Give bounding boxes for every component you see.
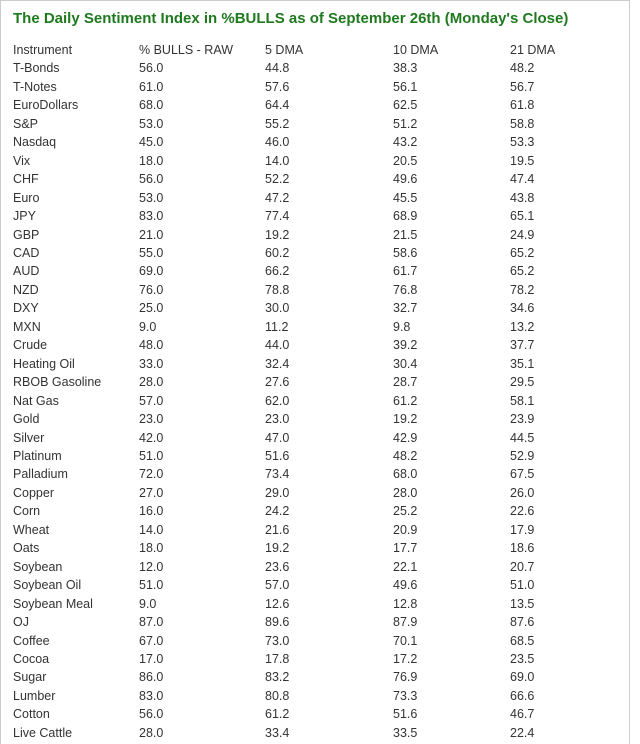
cell-21-dma: 48.2 bbox=[510, 61, 535, 76]
cell-5-dma: 77.4 bbox=[265, 209, 290, 224]
cell-10-dma: 70.1 bbox=[393, 633, 418, 648]
cell-21-dma: 24.9 bbox=[510, 227, 535, 242]
cell-instrument: Cocoa bbox=[13, 651, 50, 666]
cell-instrument: NZD bbox=[13, 282, 39, 297]
table-row bbox=[13, 632, 620, 650]
cell-bulls-raw: 56.0 bbox=[139, 61, 164, 76]
table-row bbox=[13, 78, 620, 96]
page-title: The Daily Sentiment Index in %BULLS as of September 26th (Monday's Close) bbox=[13, 10, 569, 27]
cell-21-dma: 22.6 bbox=[510, 504, 535, 519]
cell-5-dma: 33.4 bbox=[265, 725, 290, 740]
cell-instrument: Soybean Oil bbox=[13, 578, 82, 593]
table-row bbox=[13, 613, 620, 631]
cell-instrument: Sugar bbox=[13, 670, 47, 685]
cell-5-dma: 27.6 bbox=[265, 375, 290, 390]
table-row bbox=[13, 595, 620, 613]
cell-10-dma: 49.6 bbox=[393, 578, 418, 593]
table-row bbox=[13, 539, 620, 557]
cell-instrument: Palladium bbox=[13, 467, 68, 482]
cell-10-dma: 39.2 bbox=[393, 338, 418, 353]
cell-bulls-raw: 53.0 bbox=[139, 190, 164, 205]
cell-5-dma: 73.0 bbox=[265, 633, 290, 648]
cell-5-dma: 89.6 bbox=[265, 615, 290, 630]
cell-bulls-raw: 42.0 bbox=[139, 430, 164, 445]
table-row bbox=[13, 392, 620, 410]
cell-10-dma: 22.1 bbox=[393, 559, 418, 574]
cell-bulls-raw: 51.0 bbox=[139, 448, 164, 463]
cell-5-dma: 46.0 bbox=[265, 135, 290, 150]
cell-10-dma: 32.7 bbox=[393, 301, 418, 316]
cell-21-dma: 23.9 bbox=[510, 412, 535, 427]
cell-bulls-raw: 69.0 bbox=[139, 264, 164, 279]
cell-5-dma: 44.8 bbox=[265, 61, 290, 76]
table-row bbox=[13, 189, 620, 207]
cell-10-dma: 56.1 bbox=[393, 79, 418, 94]
cell-10-dma: 21.5 bbox=[393, 227, 418, 242]
cell-21-dma: 46.7 bbox=[510, 707, 535, 722]
column-header-instrument: Instrument bbox=[13, 43, 73, 57]
cell-21-dma: 20.7 bbox=[510, 559, 535, 574]
table-row bbox=[13, 281, 620, 299]
cell-21-dma: 13.5 bbox=[510, 596, 535, 611]
cell-bulls-raw: 56.0 bbox=[139, 707, 164, 722]
table-row bbox=[13, 355, 620, 373]
cell-5-dma: 80.8 bbox=[265, 688, 290, 703]
cell-5-dma: 51.6 bbox=[265, 448, 290, 463]
cell-instrument: Soybean Meal bbox=[13, 596, 93, 611]
cell-bulls-raw: 87.0 bbox=[139, 615, 164, 630]
cell-21-dma: 47.4 bbox=[510, 172, 535, 187]
cell-bulls-raw: 76.0 bbox=[139, 282, 164, 297]
cell-5-dma: 44.0 bbox=[265, 338, 290, 353]
cell-instrument: EuroDollars bbox=[13, 98, 79, 113]
cell-5-dma: 47.0 bbox=[265, 430, 290, 445]
cell-5-dma: 29.0 bbox=[265, 485, 290, 500]
cell-5-dma: 55.2 bbox=[265, 116, 290, 131]
cell-bulls-raw: 16.0 bbox=[139, 504, 164, 519]
cell-5-dma: 78.8 bbox=[265, 282, 290, 297]
cell-bulls-raw: 14.0 bbox=[139, 522, 164, 537]
cell-instrument: T-Bonds bbox=[13, 61, 60, 76]
cell-10-dma: 33.5 bbox=[393, 725, 418, 740]
cell-bulls-raw: 51.0 bbox=[139, 578, 164, 593]
table-row bbox=[13, 705, 620, 723]
cell-21-dma: 51.0 bbox=[510, 578, 535, 593]
cell-10-dma: 17.7 bbox=[393, 541, 418, 556]
cell-10-dma: 62.5 bbox=[393, 98, 418, 113]
table-row bbox=[13, 373, 620, 391]
cell-10-dma: 20.9 bbox=[393, 522, 418, 537]
cell-10-dma: 19.2 bbox=[393, 412, 418, 427]
cell-10-dma: 51.2 bbox=[393, 116, 418, 131]
table-row bbox=[13, 465, 620, 483]
cell-instrument: Soybean bbox=[13, 559, 63, 574]
cell-5-dma: 30.0 bbox=[265, 301, 290, 316]
table-row bbox=[13, 429, 620, 447]
cell-instrument: JPY bbox=[13, 209, 36, 224]
cell-21-dma: 13.2 bbox=[510, 319, 535, 334]
cell-5-dma: 19.2 bbox=[265, 541, 290, 556]
cell-bulls-raw: 48.0 bbox=[139, 338, 164, 353]
cell-instrument: Euro bbox=[13, 190, 40, 205]
cell-bulls-raw: 18.0 bbox=[139, 153, 164, 168]
cell-instrument: Lumber bbox=[13, 688, 56, 703]
cell-instrument: Corn bbox=[13, 504, 41, 519]
cell-21-dma: 87.6 bbox=[510, 615, 535, 630]
cell-bulls-raw: 45.0 bbox=[139, 135, 164, 150]
cell-bulls-raw: 12.0 bbox=[139, 559, 164, 574]
table-row bbox=[13, 96, 620, 114]
cell-21-dma: 56.7 bbox=[510, 79, 535, 94]
cell-instrument: MXN bbox=[13, 319, 41, 334]
cell-5-dma: 19.2 bbox=[265, 227, 290, 242]
cell-21-dma: 52.9 bbox=[510, 448, 535, 463]
cell-21-dma: 65.2 bbox=[510, 245, 535, 260]
sentiment-table bbox=[13, 41, 620, 742]
column-header-21-dma: 21 DMA bbox=[510, 43, 556, 57]
cell-bulls-raw: 33.0 bbox=[139, 356, 164, 371]
cell-21-dma: 58.1 bbox=[510, 393, 535, 408]
table-row bbox=[13, 299, 620, 317]
cell-bulls-raw: 17.0 bbox=[139, 651, 164, 666]
cell-21-dma: 67.5 bbox=[510, 467, 535, 482]
cell-instrument: Silver bbox=[13, 430, 45, 445]
cell-5-dma: 57.6 bbox=[265, 79, 290, 94]
cell-21-dma: 34.6 bbox=[510, 301, 535, 316]
cell-bulls-raw: 25.0 bbox=[139, 301, 164, 316]
cell-21-dma: 66.6 bbox=[510, 688, 535, 703]
cell-bulls-raw: 68.0 bbox=[139, 98, 164, 113]
cell-bulls-raw: 28.0 bbox=[139, 725, 164, 740]
cell-10-dma: 68.9 bbox=[393, 209, 418, 224]
cell-10-dma: 17.2 bbox=[393, 651, 418, 666]
cell-21-dma: 61.8 bbox=[510, 98, 535, 113]
cell-10-dma: 58.6 bbox=[393, 245, 418, 260]
cell-21-dma: 58.8 bbox=[510, 116, 535, 131]
cell-5-dma: 11.2 bbox=[265, 319, 289, 334]
cell-10-dma: 87.9 bbox=[393, 615, 418, 630]
cell-10-dma: 28.7 bbox=[393, 375, 418, 390]
column-header-5-dma: 5 DMA bbox=[265, 43, 304, 57]
cell-21-dma: 22.4 bbox=[510, 725, 535, 740]
cell-10-dma: 45.5 bbox=[393, 190, 418, 205]
table-header bbox=[13, 41, 620, 59]
cell-21-dma: 69.0 bbox=[510, 670, 535, 685]
cell-21-dma: 23.5 bbox=[510, 651, 535, 666]
cell-instrument: Nasdaq bbox=[13, 135, 57, 150]
cell-10-dma: 68.0 bbox=[393, 467, 418, 482]
cell-5-dma: 17.8 bbox=[265, 651, 290, 666]
table-row bbox=[13, 668, 620, 686]
cell-bulls-raw: 18.0 bbox=[139, 541, 164, 556]
cell-bulls-raw: 27.0 bbox=[139, 485, 164, 500]
cell-instrument: DXY bbox=[13, 301, 39, 316]
cell-21-dma: 43.8 bbox=[510, 190, 535, 205]
cell-bulls-raw: 61.0 bbox=[139, 79, 164, 94]
cell-bulls-raw: 56.0 bbox=[139, 172, 164, 187]
cell-instrument: Vix bbox=[13, 153, 31, 168]
cell-10-dma: 9.8 bbox=[393, 319, 411, 334]
table-row bbox=[13, 226, 620, 244]
cell-instrument: RBOB Gasoline bbox=[13, 375, 102, 390]
cell-5-dma: 60.2 bbox=[265, 245, 290, 260]
cell-bulls-raw: 28.0 bbox=[139, 375, 164, 390]
cell-21-dma: 44.5 bbox=[510, 430, 535, 445]
cell-10-dma: 61.2 bbox=[393, 393, 418, 408]
cell-bulls-raw: 55.0 bbox=[139, 245, 164, 260]
table-row bbox=[13, 502, 620, 520]
cell-21-dma: 65.1 bbox=[510, 209, 535, 224]
cell-bulls-raw: 9.0 bbox=[139, 319, 157, 334]
cell-instrument: Nat Gas bbox=[13, 393, 59, 408]
cell-bulls-raw: 23.0 bbox=[139, 412, 164, 427]
cell-10-dma: 76.9 bbox=[393, 670, 418, 685]
cell-instrument: OJ bbox=[13, 615, 29, 630]
cell-21-dma: 37.7 bbox=[510, 338, 535, 353]
column-header-bulls-raw: % BULLS - RAW bbox=[139, 43, 234, 57]
cell-5-dma: 61.2 bbox=[265, 707, 290, 722]
cell-instrument: Gold bbox=[13, 412, 40, 427]
cell-5-dma: 23.0 bbox=[265, 412, 290, 427]
cell-instrument: CHF bbox=[13, 172, 39, 187]
cell-5-dma: 66.2 bbox=[265, 264, 290, 279]
table-row bbox=[13, 59, 620, 77]
cell-10-dma: 12.8 bbox=[393, 596, 418, 611]
cell-10-dma: 42.9 bbox=[393, 430, 418, 445]
cell-10-dma: 49.6 bbox=[393, 172, 418, 187]
cell-5-dma: 57.0 bbox=[265, 578, 290, 593]
cell-5-dma: 23.6 bbox=[265, 559, 290, 574]
cell-5-dma: 24.2 bbox=[265, 504, 290, 519]
table-row bbox=[13, 336, 620, 354]
cell-instrument: Copper bbox=[13, 485, 54, 500]
cell-instrument: GBP bbox=[13, 227, 40, 242]
cell-5-dma: 52.2 bbox=[265, 172, 290, 187]
cell-instrument: Heating Oil bbox=[13, 356, 75, 371]
table-row bbox=[13, 484, 620, 502]
table-row bbox=[13, 318, 620, 336]
table-row bbox=[13, 650, 620, 668]
cell-bulls-raw: 67.0 bbox=[139, 633, 164, 648]
table-row bbox=[13, 244, 620, 262]
cell-10-dma: 43.2 bbox=[393, 135, 418, 150]
cell-instrument: Crude bbox=[13, 338, 48, 353]
cell-instrument: Cotton bbox=[13, 707, 50, 722]
cell-5-dma: 12.6 bbox=[265, 596, 290, 611]
cell-bulls-raw: 83.0 bbox=[139, 209, 164, 224]
cell-bulls-raw: 86.0 bbox=[139, 670, 164, 685]
cell-21-dma: 18.6 bbox=[510, 541, 535, 556]
cell-10-dma: 25.2 bbox=[393, 504, 418, 519]
cell-10-dma: 51.6 bbox=[393, 707, 418, 722]
cell-21-dma: 26.0 bbox=[510, 485, 535, 500]
cell-21-dma: 78.2 bbox=[510, 282, 535, 297]
cell-instrument: Coffee bbox=[13, 633, 50, 648]
cell-bulls-raw: 72.0 bbox=[139, 467, 164, 482]
table-row bbox=[13, 170, 620, 188]
cell-instrument: AUD bbox=[13, 264, 40, 279]
table-row bbox=[13, 207, 620, 225]
cell-bulls-raw: 53.0 bbox=[139, 116, 164, 131]
cell-10-dma: 28.0 bbox=[393, 485, 418, 500]
cell-10-dma: 76.8 bbox=[393, 282, 418, 297]
cell-21-dma: 17.9 bbox=[510, 522, 535, 537]
table-row bbox=[13, 724, 620, 742]
table-row bbox=[13, 558, 620, 576]
cell-bulls-raw: 21.0 bbox=[139, 227, 164, 242]
table-row bbox=[13, 115, 620, 133]
cell-21-dma: 35.1 bbox=[510, 356, 535, 371]
cell-5-dma: 21.6 bbox=[265, 522, 290, 537]
cell-21-dma: 29.5 bbox=[510, 375, 535, 390]
cell-5-dma: 47.2 bbox=[265, 190, 290, 205]
table-row bbox=[13, 133, 620, 151]
cell-instrument: S&P bbox=[13, 116, 39, 131]
cell-10-dma: 48.2 bbox=[393, 448, 418, 463]
cell-5-dma: 62.0 bbox=[265, 393, 290, 408]
cell-5-dma: 64.4 bbox=[265, 98, 290, 113]
cell-instrument: Live Cattle bbox=[13, 725, 73, 740]
header-row bbox=[13, 41, 620, 59]
table-body bbox=[13, 59, 620, 742]
table-row bbox=[13, 447, 620, 465]
cell-21-dma: 19.5 bbox=[510, 153, 535, 168]
cell-10-dma: 20.5 bbox=[393, 153, 418, 168]
cell-instrument: Wheat bbox=[13, 522, 50, 537]
cell-instrument: Oats bbox=[13, 541, 40, 556]
cell-21-dma: 68.5 bbox=[510, 633, 535, 648]
cell-instrument: T-Notes bbox=[13, 79, 57, 94]
cell-bulls-raw: 9.0 bbox=[139, 596, 157, 611]
cell-21-dma: 53.3 bbox=[510, 135, 535, 150]
table-row bbox=[13, 152, 620, 170]
cell-10-dma: 30.4 bbox=[393, 356, 418, 371]
column-header-10-dma: 10 DMA bbox=[393, 43, 439, 57]
table-row bbox=[13, 521, 620, 539]
cell-5-dma: 14.0 bbox=[265, 153, 290, 168]
cell-10-dma: 73.3 bbox=[393, 688, 418, 703]
cell-bulls-raw: 83.0 bbox=[139, 688, 164, 703]
cell-21-dma: 65.2 bbox=[510, 264, 535, 279]
table-row bbox=[13, 687, 620, 705]
cell-bulls-raw: 57.0 bbox=[139, 393, 164, 408]
cell-5-dma: 83.2 bbox=[265, 670, 290, 685]
cell-10-dma: 61.7 bbox=[393, 264, 418, 279]
table-row bbox=[13, 262, 620, 280]
cell-instrument: CAD bbox=[13, 245, 40, 260]
table-row bbox=[13, 576, 620, 594]
table-row bbox=[13, 410, 620, 428]
cell-5-dma: 73.4 bbox=[265, 467, 290, 482]
cell-instrument: Platinum bbox=[13, 448, 62, 463]
cell-10-dma: 38.3 bbox=[393, 61, 418, 76]
cell-5-dma: 32.4 bbox=[265, 356, 290, 371]
